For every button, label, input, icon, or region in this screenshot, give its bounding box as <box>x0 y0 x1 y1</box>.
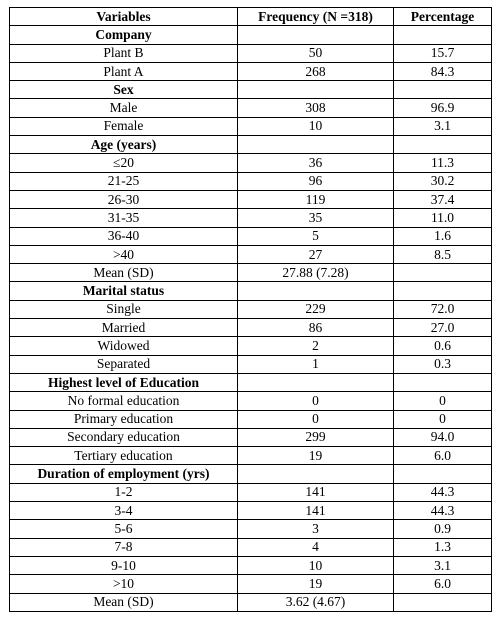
frequency-cell: 229 <box>238 300 394 318</box>
frequency-cell: 0 <box>238 410 394 428</box>
percentage-cell: 0.6 <box>394 337 492 355</box>
variable-label: ≤20 <box>10 154 238 172</box>
empty-cell <box>238 373 394 391</box>
variable-label: Widowed <box>10 337 238 355</box>
header-variables: Variables <box>10 8 238 26</box>
frequency-cell: 19 <box>238 447 394 465</box>
section-row <box>10 373 492 391</box>
percentage-cell: 84.3 <box>394 62 492 80</box>
empty-cell <box>394 26 492 44</box>
variable-label: 9-10 <box>10 556 238 574</box>
variable-label: 36-40 <box>10 227 238 245</box>
frequency-cell: 5 <box>238 227 394 245</box>
percentage-cell: 1.6 <box>394 227 492 245</box>
variable-label: Mean (SD) <box>10 593 238 611</box>
frequency-cell: 268 <box>238 62 394 80</box>
table-row <box>10 575 492 593</box>
table-row <box>10 428 492 446</box>
percentage-cell: 11.3 <box>394 154 492 172</box>
table-row <box>10 483 492 501</box>
table-row <box>10 447 492 465</box>
percentage-cell: 1.3 <box>394 538 492 556</box>
variable-label: 26-30 <box>10 190 238 208</box>
empty-cell <box>394 282 492 300</box>
percentage-cell: 8.5 <box>394 245 492 263</box>
percentage-cell: 30.2 <box>394 172 492 190</box>
section-row <box>10 282 492 300</box>
empty-cell <box>238 465 394 483</box>
percentage-cell: 3.1 <box>394 117 492 135</box>
table-row <box>10 337 492 355</box>
table-row <box>10 44 492 62</box>
variable-label: 31-35 <box>10 209 238 227</box>
percentage-cell: 94.0 <box>394 428 492 446</box>
variable-label: Tertiary education <box>10 447 238 465</box>
section-label: Sex <box>10 81 238 99</box>
variable-label: >40 <box>10 245 238 263</box>
table-row <box>10 264 492 282</box>
section-row <box>10 465 492 483</box>
empty-cell <box>238 282 394 300</box>
frequency-cell: 36 <box>238 154 394 172</box>
section-row <box>10 26 492 44</box>
variable-label: Secondary education <box>10 428 238 446</box>
variable-label: Plant B <box>10 44 238 62</box>
empty-cell <box>394 136 492 154</box>
empty-cell <box>394 465 492 483</box>
percentage-cell: 0.9 <box>394 520 492 538</box>
header-frequency: Frequency (N =318) <box>238 8 394 26</box>
empty-cell <box>394 81 492 99</box>
frequency-cell: 96 <box>238 172 394 190</box>
section-label: Marital status <box>10 282 238 300</box>
variable-label: 7-8 <box>10 538 238 556</box>
table-row <box>10 227 492 245</box>
section-label: Highest level of Education <box>10 373 238 391</box>
table-row <box>10 392 492 410</box>
variable-label: Single <box>10 300 238 318</box>
frequency-cell: 299 <box>238 428 394 446</box>
percentage-cell: 11.0 <box>394 209 492 227</box>
variable-label: Mean (SD) <box>10 264 238 282</box>
table-row <box>10 209 492 227</box>
table-row <box>10 593 492 611</box>
percentage-cell: 27.0 <box>394 319 492 337</box>
table-row <box>10 502 492 520</box>
variable-label: 21-25 <box>10 172 238 190</box>
table-row <box>10 154 492 172</box>
frequency-cell: 119 <box>238 190 394 208</box>
variable-label: >10 <box>10 575 238 593</box>
variable-label: 3-4 <box>10 502 238 520</box>
table-row <box>10 172 492 190</box>
frequency-cell: 27.88 (7.28) <box>238 264 394 282</box>
frequency-cell: 308 <box>238 99 394 117</box>
percentage-cell <box>394 593 492 611</box>
frequency-cell: 4 <box>238 538 394 556</box>
frequency-cell: 27 <box>238 245 394 263</box>
table-row <box>10 117 492 135</box>
percentage-cell: 0 <box>394 392 492 410</box>
section-label: Age (years) <box>10 136 238 154</box>
table-body <box>10 26 492 612</box>
percentage-cell: 44.3 <box>394 502 492 520</box>
variable-label: Female <box>10 117 238 135</box>
table-row <box>10 245 492 263</box>
percentage-cell: 15.7 <box>394 44 492 62</box>
empty-cell <box>238 81 394 99</box>
frequency-cell: 141 <box>238 483 394 501</box>
empty-cell <box>238 26 394 44</box>
table-row <box>10 62 492 80</box>
table-row <box>10 538 492 556</box>
variable-label: Plant A <box>10 62 238 80</box>
table-row <box>10 99 492 117</box>
percentage-cell: 0 <box>394 410 492 428</box>
frequency-cell: 141 <box>238 502 394 520</box>
frequency-cell: 0 <box>238 392 394 410</box>
section-row <box>10 81 492 99</box>
table-row <box>10 319 492 337</box>
table-row <box>10 355 492 373</box>
frequency-cell: 19 <box>238 575 394 593</box>
variable-label: Separated <box>10 355 238 373</box>
section-label: Duration of employment (yrs) <box>10 465 238 483</box>
percentage-cell: 37.4 <box>394 190 492 208</box>
table-row <box>10 190 492 208</box>
variable-label: Primary education <box>10 410 238 428</box>
percentage-cell: 3.1 <box>394 556 492 574</box>
percentage-cell: 6.0 <box>394 575 492 593</box>
percentage-cell: 96.9 <box>394 99 492 117</box>
empty-cell <box>394 373 492 391</box>
header-percentage: Percentage <box>394 8 492 26</box>
table-row <box>10 556 492 574</box>
percentage-cell: 44.3 <box>394 483 492 501</box>
section-row <box>10 136 492 154</box>
variable-label: Male <box>10 99 238 117</box>
section-label: Company <box>10 26 238 44</box>
empty-cell <box>238 136 394 154</box>
table-row <box>10 300 492 318</box>
percentage-cell: 0.3 <box>394 355 492 373</box>
percentage-cell <box>394 264 492 282</box>
percentage-cell: 6.0 <box>394 447 492 465</box>
percentage-cell: 72.0 <box>394 300 492 318</box>
frequency-cell: 1 <box>238 355 394 373</box>
table-row <box>10 410 492 428</box>
frequency-cell: 50 <box>238 44 394 62</box>
variable-label: No formal education <box>10 392 238 410</box>
frequency-cell: 10 <box>238 117 394 135</box>
frequency-cell: 3.62 (4.67) <box>238 593 394 611</box>
variable-label: 1-2 <box>10 483 238 501</box>
frequency-cell: 10 <box>238 556 394 574</box>
variable-label: Married <box>10 319 238 337</box>
variable-label: 5-6 <box>10 520 238 538</box>
table-row <box>10 520 492 538</box>
frequency-cell: 3 <box>238 520 394 538</box>
frequency-cell: 86 <box>238 319 394 337</box>
frequency-cell: 2 <box>238 337 394 355</box>
frequency-cell: 35 <box>238 209 394 227</box>
demographics-table <box>9 7 492 612</box>
header-row <box>10 8 492 26</box>
